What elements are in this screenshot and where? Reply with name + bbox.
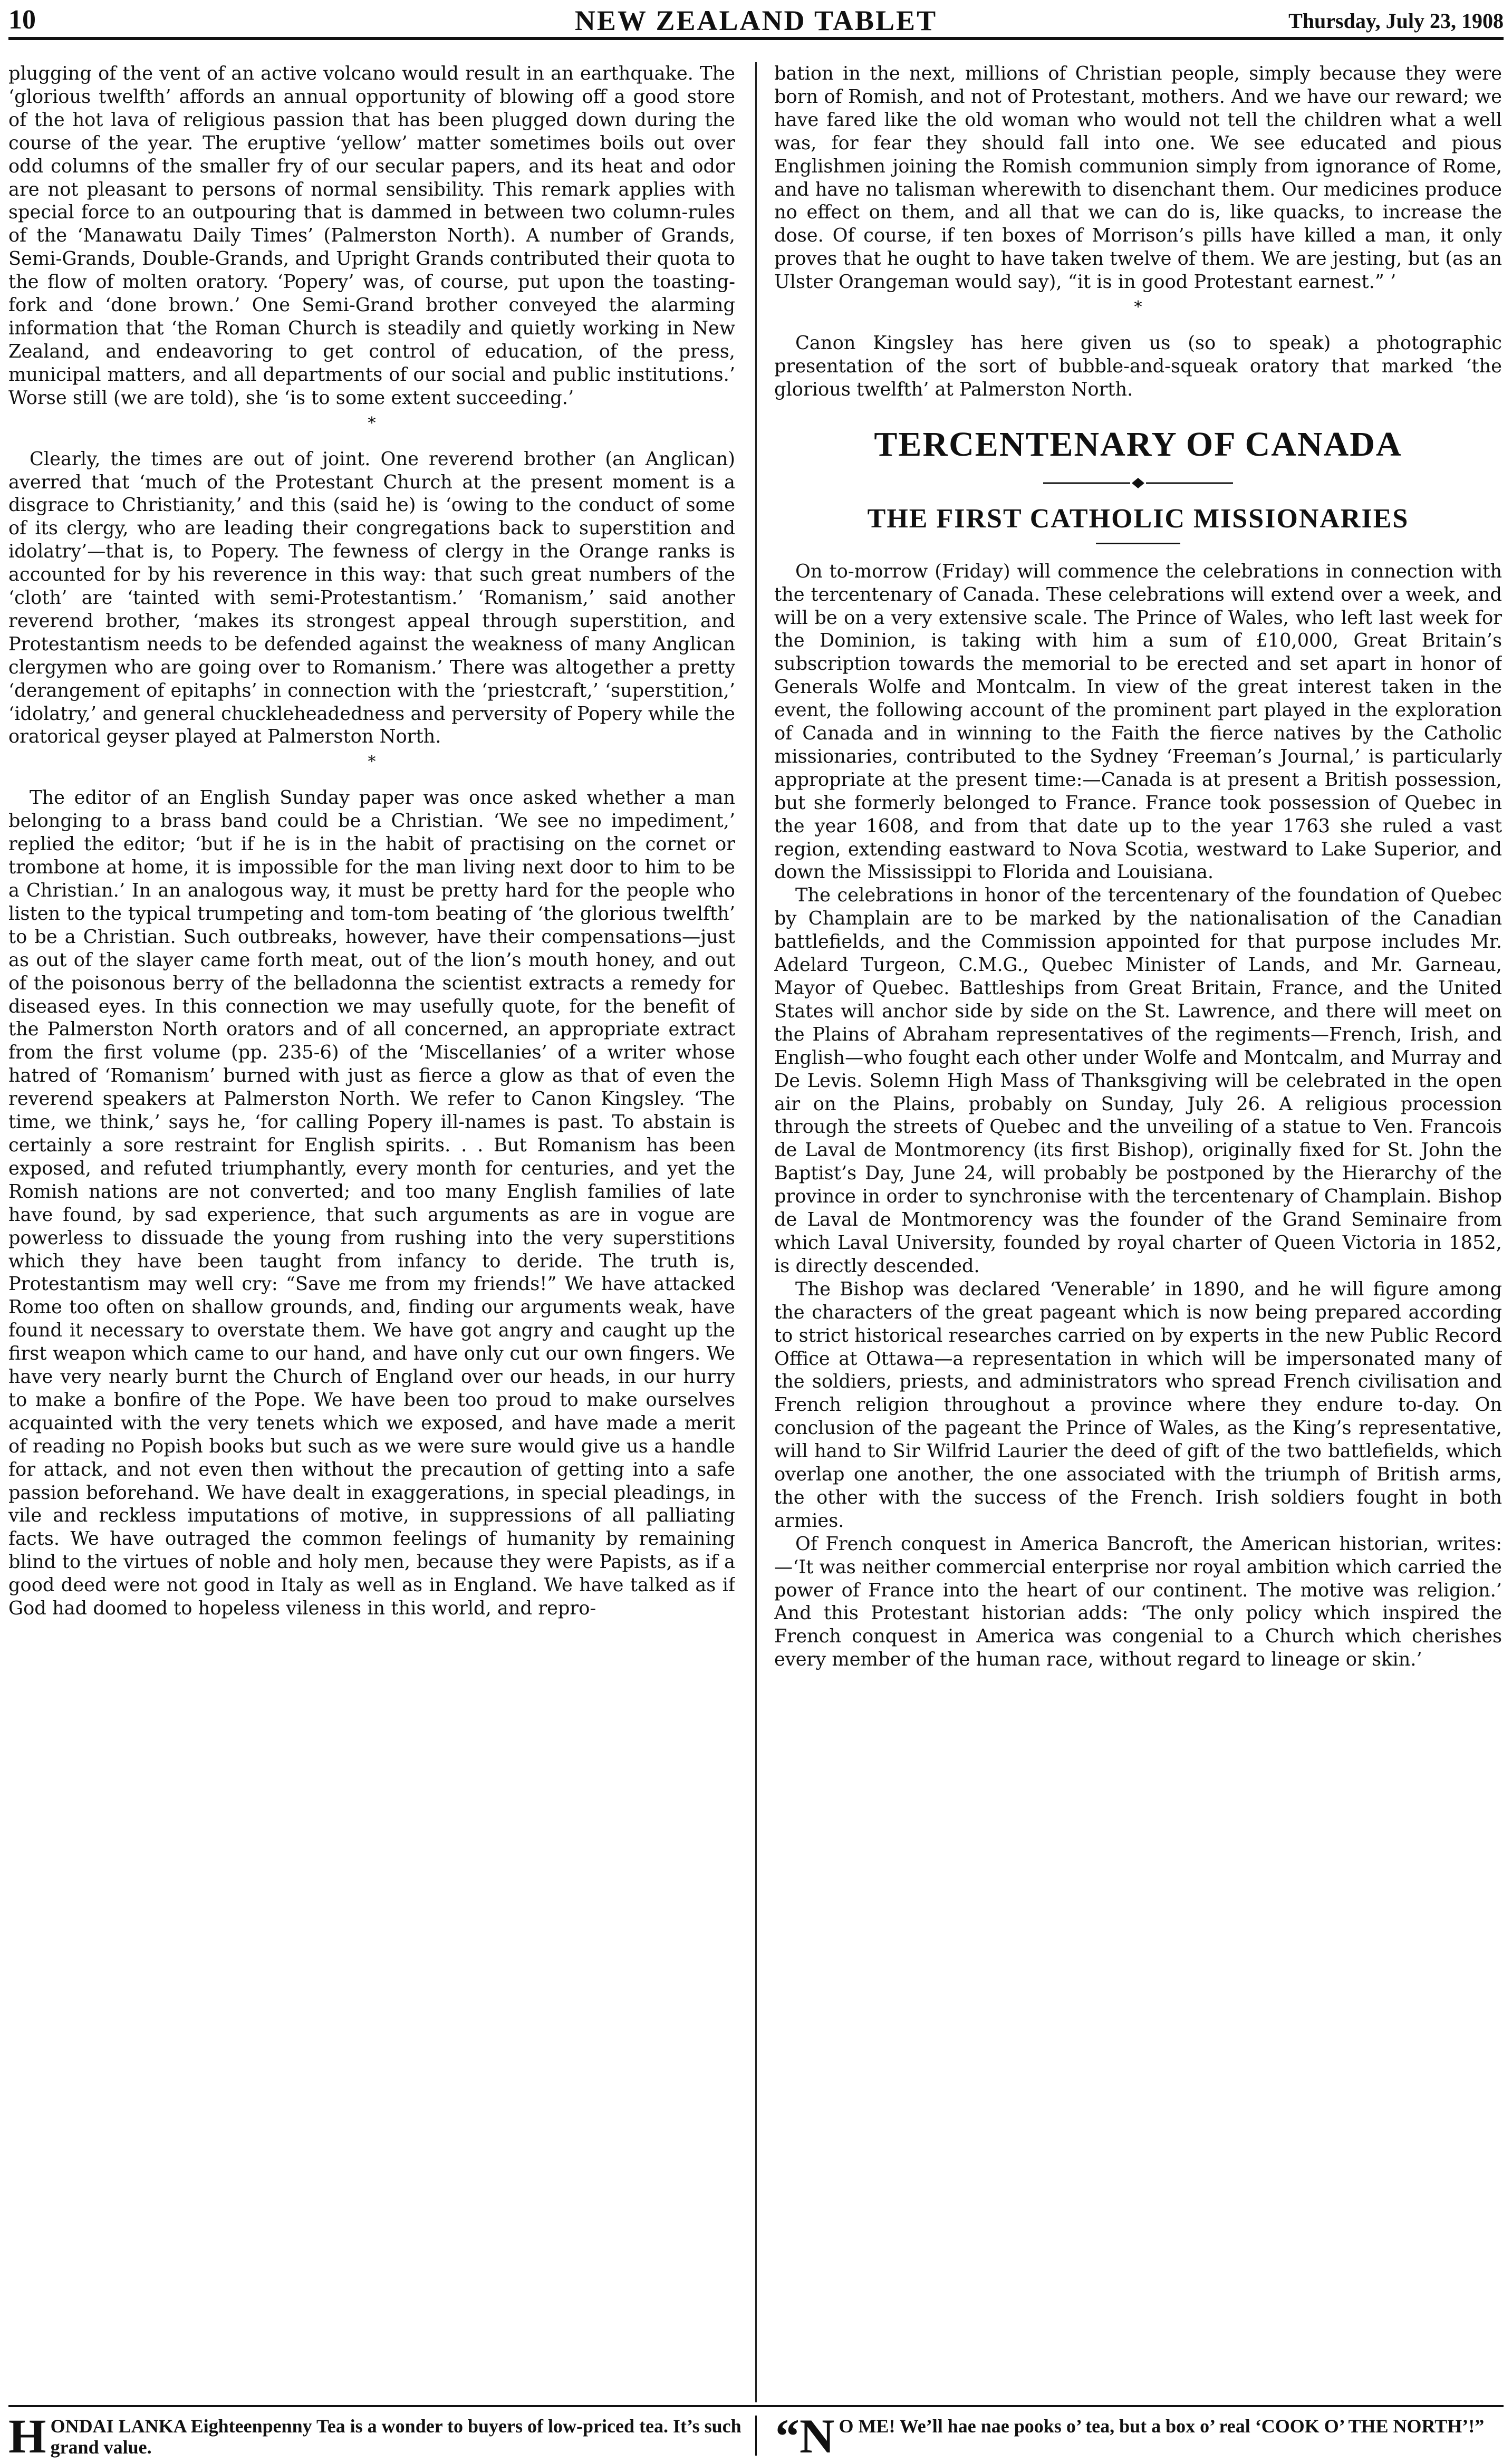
short-rule [1096, 543, 1180, 544]
paragraph: Of French conquest in America Bancroft, the American historian, writes:—‘It was neither commercial enterprise nor royal ambition which carried the power of France into the heart of our continent. The motive was religion.’ And this Protestant historian adds: ‘The only policy which inspired the French conquest in America was congenial to a Church which cherishes every member of the human race, without regard to lineage or skin.’ [774, 1533, 1502, 1671]
article-subheading: THE FIRST CATHOLIC MISSIONARIES [867, 503, 1409, 534]
page-number: 10 [8, 5, 36, 35]
section-star: * [368, 413, 376, 432]
paragraph: The celebrations in honor of the tercentenary of the foundation of Quebec by Champlain are to be marked by the nationalisation of the Canadian battlefields, and the Commission appointed for that purpose includes Mr. Adelard Turgeon, C.M.G., Quebec Minister of Lands, and Mr. Garneau, Mayor of Quebec. Battleships from Great Britain, France, and the United States will anchor side by side on the St. Lawrence, and there will meet on the Plains of Abraham representatives of the regiments—French, Irish, and English—who fought each other under Wolfe and Montcalm, and Murray and De Levis. Solemn High Mass of Thanksgiving will be celebrated in the open air on the Plains, probably on Sunday, July 26. A religious procession through the streets of Quebec and the unveiling of a statue to Ven. Francois de Laval de Montmorency (its first Bishop), originally fixed for St. John the Baptist’s Day, June 24, will probably be postponed by the Hierarchy of the province in order to synchronise with the tercentenary of Champlain. Bishop de Laval de Montmorency was the founder of the Grand Seminaire from which Laval University, founded by royal charter of Queen Victoria in 1852, is directly descended. [774, 884, 1502, 1277]
paragraph: On to-morrow (Friday) will commence the celebrations in connection with the tercentenary of Canada. These celebrations will extend over a week, and will be on a very extensive scale. The Prince of Wales, who left last week for the Dominion, is taking with him a sum of £10,000, Great Britain’s subscription towards the memorial to be erected and set apart in honor of Generals Wolfe and Montcalm. In view of the great interest taken in the event, the following account of the prominent part played in the exploration of Canada and in winning to the Faith the fierce natives by the Catholic missionaries, contributed to the Sydney ‘Freeman’s Journal,’ is particularly appropriate at the present time:—Canada is at present a British possession, but she formerly belonged to France. France took possession of Quebec in the year 1608, and from that date up to the year 1763 she ruled a vast region, extending eastward to Nova Scotia, westward to Lake Superior, and down the Mississippi to Florida and Louisiana. [774, 560, 1502, 883]
advert-hondai-lanka [8, 2409, 747, 2463]
ad-dropcap: H [8, 2409, 46, 2463]
diamond-rule-icon [774, 472, 1502, 495]
column-divider [755, 62, 757, 2402]
left-column [8, 62, 735, 2402]
ad-divider [755, 2416, 757, 2456]
section-star: * [368, 753, 376, 772]
footer-rule [8, 2405, 1504, 2407]
paragraph: Clearly, the times are out of joint. One reverend brother (an Anglican) averred that ‘much of the Protestant Church at the present moment is a disgrace to Christianity,’ and this (said he) is ‘owing to the conduct of some of its clergy, who are leading their congregations back to superstition and idolatry’—that is, to Popery. The fewness of clergy in the Orange ranks is accounted for by his reverence in this way: that such great numbers of the ‘cloth’ are ‘tainted with semi-Protestantism.’ ‘Romanism,’ said another reverend brother, ‘makes its strongest appeal through superstition, and Protestantism needs to be defended against the weakness of many Anglican clergymen who are going over to Romanism.’ There was altogether a pretty ‘derangement of epitaphs’ in connection with the ‘priestcraft,’ ‘superstition,’ ‘idolatry,’ and general chuckleheadedness and perversity of Popery while the oratorical geyser played at Palmerston North. [8, 448, 735, 748]
masthead [8, 4, 1504, 40]
article-heading: TERCENTENARY OF CANADA [874, 425, 1402, 464]
section-star: * [1134, 298, 1142, 317]
paragraph: The Bishop was declared ‘Venerable’ in 1890, and he will figure among the characters of the great pageant which is now being prepared according to strict historical researches carried on by experts in the new Public Record Office at Ottawa—a representation in which will be impersonated many of the soldiers, priests, and administrators who spread French civilisation and French religion throughout a province where they endure to-day. On conclusion of the pageant the Prince of Wales, as the King’s representative, will hand to Sir Wilfrid Laurier the deed of gift of the two battlefields, which overlap one another, the one associated with the triumph of British arms, the other with the success of the French. Irish soldiers fought in both armies. [774, 1278, 1502, 1532]
paragraph: The editor of an English Sunday paper was once asked whether a man belonging to a brass band could be a Christian. ‘We see no impediment,’ replied the editor; ‘but if he is in the habit of practising on the cornet or trombone at home, it is impossible for the man living next door to him to be a Christian.’ In an analogous way, it must be pretty hard for the people who listen to the typical trumpeting and tom-tom beating of ‘the glorious twelfth’ to be a Christian. Such outbreaks, however, have their compensations—just as out of the slayer came forth meat, out of the lion’s mouth honey, and out of the poisonous berry of the belladonna the scientist extracts a remedy for diseased eyes. In this connection we may usefully quote, for the benefit of the Palmerston North orators and of all concerned, an appropriate extract from the first volume (pp. 235-6) of the ‘Miscellanies’ of a writer whose hatred of ‘Romanism’ burned with just as fierce a glow as that of even the reverend speakers at Palmerston North. We refer to Canon Kingsley. ‘The time, we think,’ says he, ‘for calling Popery ill-names is past. To abstain is certainly a sore restraint for English spirits. . . But Romanism has been exposed, and refuted triumphantly, every month for centuries, and yet the Romish nations are not converted; and too many English families of late have found, by sad experience, that such arguments as are in vogue are powerless to dissuade the young from rushing into the very superstitions which they have been taught from infancy to deride. The truth is, Protestantism may well cry: “Save me from my friends!” We have attacked Rome too often on shallow grounds, and, finding our arguments weak, have found it necessary to overstate them. We have got angry and caught up the first weapon which came to our hand, and have only cut our own fingers. We have very nearly burnt the Church of England over our heads, in our hurry to make a bonfire of the Pope. We have been too proud to make ourselves acquainted with the very tenets which we exposed, and have made a merit of reading no Popish books but such as we were sure would give us a handle for attack, and not even then without the precaution of getting into a safe passion beforehand. We have dealt in exaggerations, in special pleadings, in vile and reckless imputations of motive, in suppressions of all palliating facts. We have outraged the common feelings of humanity by remaining blind to the virtues of noble and holy men, because they were Papists, as if a good deed were not good in Italy as well as in England. We have talked as if God had doomed to hopeless vileness in this world, and repro- [8, 787, 735, 1620]
paragraph: bation in the next, millions of Christian people, simply because they were born of Romish, and not of Protestant, mothers. And we have our reward; we have fared like the old woman who would not tell the children what a well was, for fear they should fall into one. We see educated and pious Englishmen joining the Romish communion simply from ignorance of Rome, and have no talisman wherewith to disenchant them. Our medicines produce no effect on them, and all that we can do is, like quacks, to increase the dose. Of course, if ten boxes of Morrison’s pills have killed a man, it only proves that he ought to have taken twelve of them. We are jesting, but (as an Ulster Orangeman would say), “it is in good Protestant earnest.” ’ [774, 63, 1502, 293]
paragraph: plugging of the vent of an active volcano would result in an earthquake. The ‘glorious twelfth’ affords an annual opportunity of blowing off a good store of the hot lava of religious passion that has been plugged down during the course of the year. The eruptive ‘yellow’ matter sometimes boils out over odd columns of the smaller fry of our secular papers, and its heat and odor are not pleasant to persons of normal sensibility. This remark applies with special force to an outpouring that is dammed in between two column-rules of the ‘Manawatu Daily Times’ (Palmerston North). A number of Grands, Semi-Grands, Double-Grands, and Upright Grands contributed their quota to the flow of molten oratory. ‘Popery’ was, of course, put upon the toasting-fork and ‘done brown.’ One Semi-Grand brother conveyed the alarming information that ‘the Roman Church is steadily and quietly working in New Zealand, and endeavoring to get control of education, of the press, municipal matters, and all departments of our social and public institutions.’ Worse still (we are told), she ‘is to some extent succeeding.’ [8, 63, 735, 409]
newspaper-title: NEW ZEALAND TABLET [574, 5, 938, 36]
issue-date: Thursday, July 23, 1908 [1288, 9, 1504, 33]
ad-dropcap: “N [775, 2409, 835, 2463]
advert-cook-o-the-north [775, 2409, 1503, 2463]
right-column [774, 62, 1502, 2402]
ad-text: O ME! We’ll hae nae pooks o’ tea, but a box o’ real ‘COOK O’ THE NORTH’!” [839, 2416, 1485, 2437]
ad-text: ONDAI LANKA Eighteenpenny Tea is a wonder to buyers of low-priced tea. It’s such grand value. [50, 2416, 741, 2458]
paragraph: Canon Kingsley has here given us (so to speak) a photographic presentation of the sort of bubble-and-squeak oratory that marked ‘the glorious twelfth’ at Palmerston North. [774, 332, 1502, 400]
